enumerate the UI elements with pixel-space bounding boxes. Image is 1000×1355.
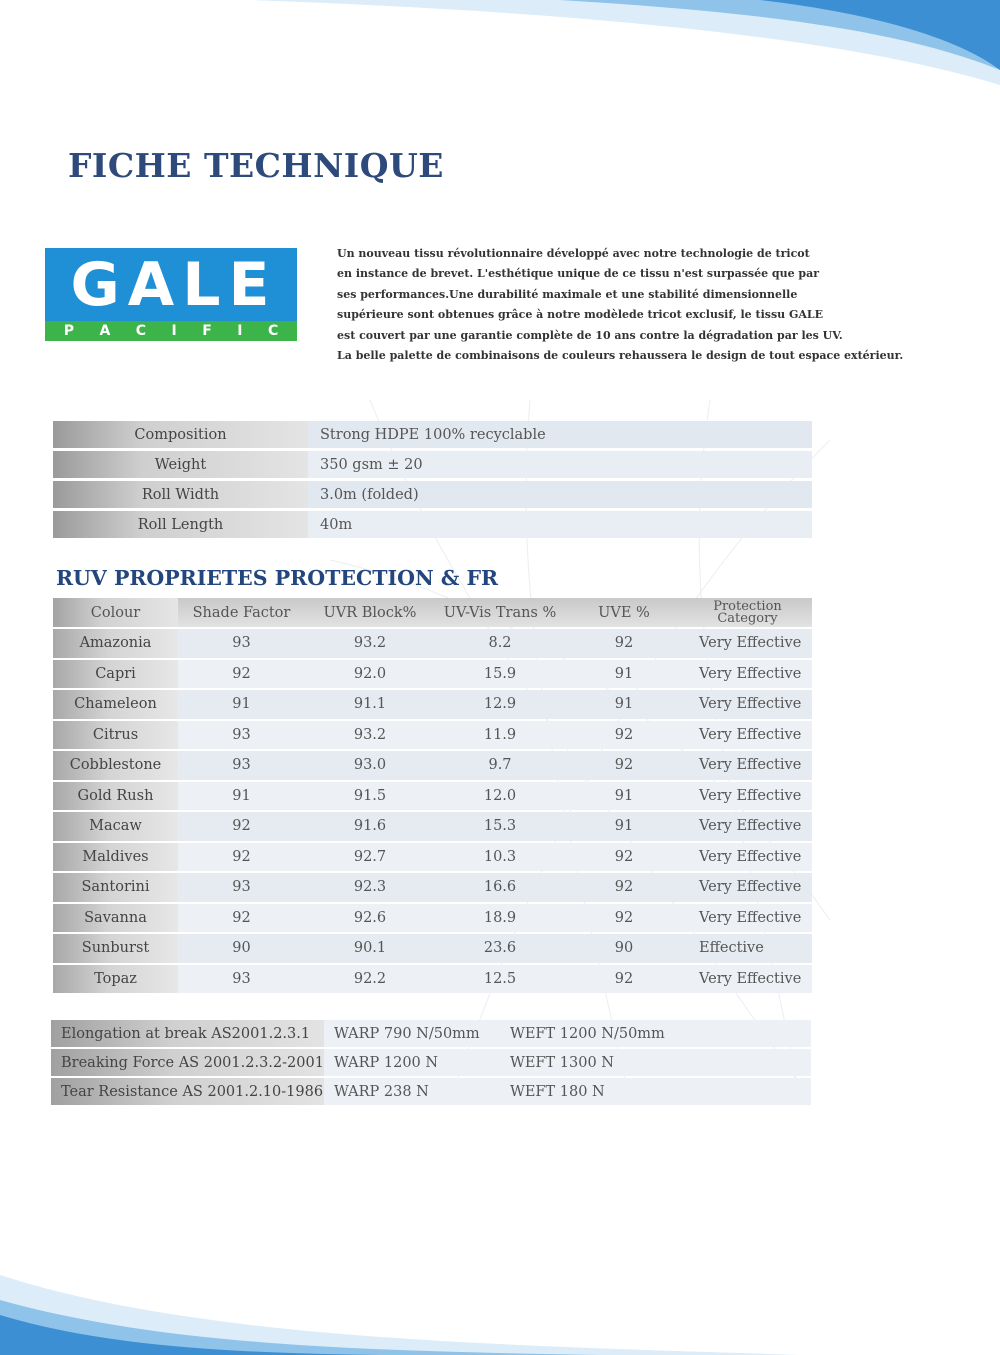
gale-pacific-logo	[45, 248, 297, 341]
shade-factor-cell: 92	[178, 904, 305, 933]
table-row	[53, 690, 812, 719]
uve-cell: 92	[565, 629, 683, 658]
uve-cell: 92	[565, 843, 683, 872]
table-row	[53, 629, 812, 658]
weft-value: WEFT 1200 N/50mm	[504, 1020, 811, 1047]
colour-cell: Citrus	[53, 721, 178, 750]
uvr-block-cell: 93.2	[305, 629, 435, 658]
colour-cell: Chameleon	[53, 690, 178, 719]
colour-cell: Gold Rush	[53, 782, 178, 811]
uve-cell: 92	[565, 751, 683, 780]
protection-category-cell: Very Effective	[683, 660, 812, 689]
table-row	[53, 812, 812, 841]
mechanical-label: Elongation at break AS2001.2.3.1	[51, 1020, 324, 1047]
protection-category-cell: Very Effective	[683, 721, 812, 750]
top-wave-decoration	[0, 0, 1000, 140]
table-row	[53, 965, 812, 994]
uv-vis-trans-cell: 23.6	[435, 934, 565, 963]
uv-vis-trans-cell: 15.3	[435, 812, 565, 841]
shade-factor-cell: 92	[178, 843, 305, 872]
table-row	[53, 843, 812, 872]
shade-factor-cell: 93	[178, 629, 305, 658]
mechanical-row	[51, 1049, 811, 1076]
spec-row	[53, 481, 812, 508]
spec-label: Roll Width	[53, 481, 308, 508]
protection-category-cell: Effective	[683, 934, 812, 963]
protection-category-cell: Very Effective	[683, 629, 812, 658]
uv-vis-trans-cell: 12.0	[435, 782, 565, 811]
table-row	[53, 904, 812, 933]
uve-cell: 92	[565, 873, 683, 902]
shade-factor-cell: 90	[178, 934, 305, 963]
uve-cell: 91	[565, 782, 683, 811]
uve-cell: 91	[565, 690, 683, 719]
uve-cell: 92	[565, 721, 683, 750]
colour-cell: Topaz	[53, 965, 178, 994]
header-uve: UVE %	[565, 598, 683, 627]
bottom-wave-decoration	[0, 1245, 1000, 1355]
colour-cell: Amazonia	[53, 629, 178, 658]
uv-vis-trans-cell: 8.2	[435, 629, 565, 658]
intro-line: La belle palette de combinaisons de couleurs rehaussera le design de tout espace extérieur.	[337, 349, 904, 363]
shade-factor-cell: 93	[178, 721, 305, 750]
mechanical-row	[51, 1020, 811, 1047]
protection-category-cell: Very Effective	[683, 751, 812, 780]
colour-cell: Cobblestone	[53, 751, 178, 780]
intro-line: supérieure sont obtenues grâce à notre modèlede tricot exclusif, le tissu GALE	[337, 308, 824, 322]
table-row	[53, 751, 812, 780]
shade-factor-cell: 91	[178, 690, 305, 719]
uv-vis-trans-cell: 12.5	[435, 965, 565, 994]
mechanical-table	[51, 1018, 811, 1107]
shade-factor-cell: 91	[178, 782, 305, 811]
shade-factor-cell: 93	[178, 965, 305, 994]
uvr-block-cell: 92.7	[305, 843, 435, 872]
uvr-block-cell: 92.6	[305, 904, 435, 933]
intro-paragraph	[337, 244, 904, 366]
protection-category-cell: Very Effective	[683, 873, 812, 902]
shade-factor-cell: 93	[178, 751, 305, 780]
spec-value: Strong HDPE 100% recyclable	[308, 421, 812, 448]
warp-value: WARP 1200 N	[324, 1049, 504, 1076]
uvr-block-cell: 92.3	[305, 873, 435, 902]
shade-factor-cell: 93	[178, 873, 305, 902]
table-row	[53, 721, 812, 750]
colour-cell: Maldives	[53, 843, 178, 872]
spec-label: Composition	[53, 421, 308, 448]
header-uv-vis-trans: UV-Vis Trans %	[435, 598, 565, 627]
uve-cell: 92	[565, 965, 683, 994]
colour-cell: Macaw	[53, 812, 178, 841]
uve-cell: 92	[565, 904, 683, 933]
uvr-block-cell: 93.2	[305, 721, 435, 750]
protection-category-cell: Very Effective	[683, 904, 812, 933]
logo-wordmark: G A L E	[45, 248, 297, 321]
table-row	[53, 660, 812, 689]
uv-vis-trans-cell: 15.9	[435, 660, 565, 689]
ruv-table	[53, 596, 812, 995]
uve-cell: 91	[565, 812, 683, 841]
uvr-block-cell: 91.5	[305, 782, 435, 811]
colour-cell: Santorini	[53, 873, 178, 902]
spec-row	[53, 451, 812, 478]
warp-value: WARP 238 N	[324, 1078, 504, 1105]
uv-vis-trans-cell: 12.9	[435, 690, 565, 719]
shade-factor-cell: 92	[178, 660, 305, 689]
intro-line: ses performances.Une durabilité maximale et une stabilité dimensionnelle	[337, 287, 798, 301]
table-row	[53, 873, 812, 902]
uv-vis-trans-cell: 11.9	[435, 721, 565, 750]
warp-value: WARP 790 N/50mm	[324, 1020, 504, 1047]
protection-category-cell: Very Effective	[683, 690, 812, 719]
uvr-block-cell: 92.0	[305, 660, 435, 689]
mechanical-label: Tear Resistance AS 2001.2.10-1986	[51, 1078, 324, 1105]
uv-vis-trans-cell: 16.6	[435, 873, 565, 902]
weft-value: WEFT 180 N	[504, 1078, 811, 1105]
uv-vis-trans-cell: 9.7	[435, 751, 565, 780]
spec-table	[53, 418, 812, 541]
mechanical-row	[51, 1078, 811, 1105]
logo-subline: P A C I F I C	[45, 321, 297, 341]
spec-label: Weight	[53, 451, 308, 478]
table-row	[53, 934, 812, 963]
colour-cell: Sunburst	[53, 934, 178, 963]
intro-line: Un nouveau tissu révolutionnaire développé avec notre technologie de tricot	[337, 247, 810, 260]
ruv-section-title: RUV PROPRIETES PROTECTION & FR	[56, 566, 499, 590]
colour-cell: Savanna	[53, 904, 178, 933]
header-uvr-block: UVR Block%	[305, 598, 435, 627]
table-row	[53, 782, 812, 811]
spec-value: 40m	[308, 511, 812, 538]
uvr-block-cell: 92.2	[305, 965, 435, 994]
uvr-block-cell: 91.6	[305, 812, 435, 841]
protection-category-cell: Very Effective	[683, 782, 812, 811]
spec-row	[53, 511, 812, 538]
intro-line: en instance de brevet. L'esthétique unique de ce tissu n'est surpassée que par	[337, 267, 820, 281]
uv-vis-trans-cell: 10.3	[435, 843, 565, 872]
uve-cell: 91	[565, 660, 683, 689]
protection-category-cell: Very Effective	[683, 843, 812, 872]
colour-cell: Capri	[53, 660, 178, 689]
header-protection-category: Protection Category	[683, 598, 812, 627]
header-shade-factor: Shade Factor	[178, 598, 305, 627]
uvr-block-cell: 91.1	[305, 690, 435, 719]
uve-cell: 90	[565, 934, 683, 963]
page-title: FICHE TECHNIQUE	[68, 146, 444, 185]
spec-value: 350 gsm ± 20	[308, 451, 812, 478]
protection-category-cell: Very Effective	[683, 812, 812, 841]
spec-row	[53, 421, 812, 448]
mechanical-label: Breaking Force AS 2001.2.3.2-2001	[51, 1049, 324, 1076]
uvr-block-cell: 93.0	[305, 751, 435, 780]
uv-vis-trans-cell: 18.9	[435, 904, 565, 933]
intro-line: est couvert par une garantie complète de 10 ans contre la dégradation par les UV.	[337, 328, 843, 342]
header-colour: Colour	[53, 598, 178, 627]
uvr-block-cell: 90.1	[305, 934, 435, 963]
weft-value: WEFT 1300 N	[504, 1049, 811, 1076]
protection-category-cell: Very Effective	[683, 965, 812, 994]
spec-label: Roll Length	[53, 511, 308, 538]
spec-value: 3.0m (folded)	[308, 481, 812, 508]
ruv-header-row	[53, 598, 812, 627]
shade-factor-cell: 92	[178, 812, 305, 841]
